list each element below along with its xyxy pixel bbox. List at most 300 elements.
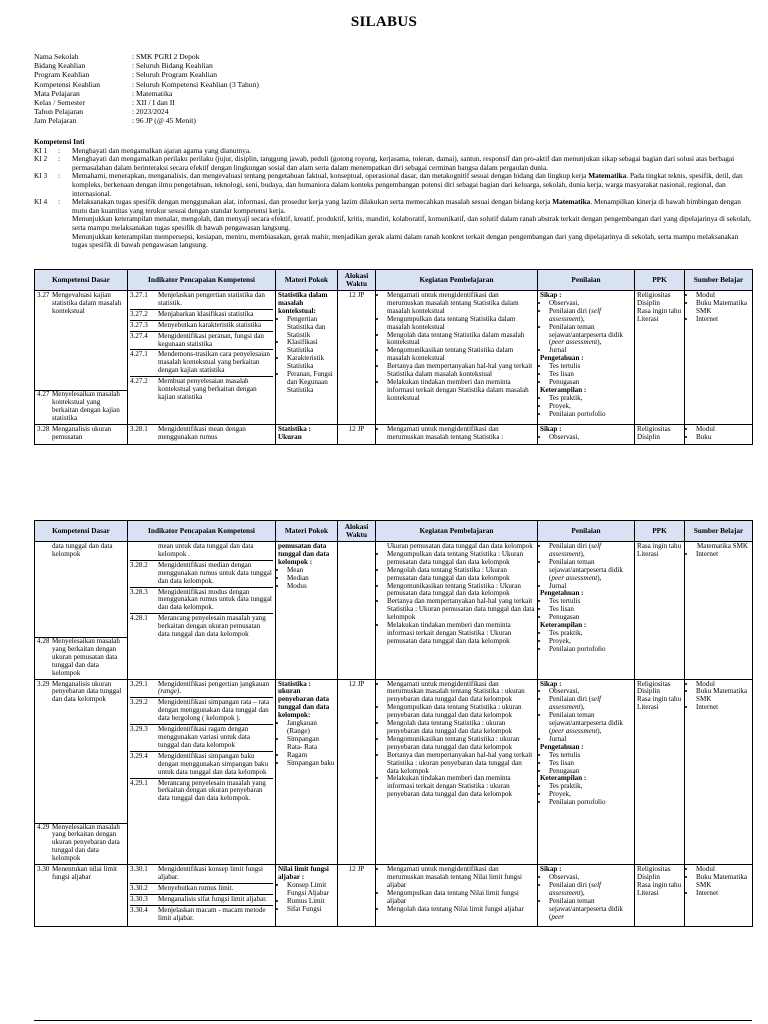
identity-value: : 96 JP (@ 45 Menit) bbox=[132, 116, 196, 126]
ki-number: KI 2 bbox=[34, 154, 48, 164]
ikk-text: Merancang penyelesain masalah yang berkaitan dengan ukuran penyebaran data tunggal dan data kelompok. bbox=[158, 778, 266, 803]
sumber-list bbox=[687, 292, 750, 324]
penilaian-item: • Proyek, bbox=[549, 638, 632, 646]
ikk-number: 3.28.1 bbox=[130, 424, 148, 433]
penilaian-item: • Penilaian portofolio bbox=[549, 411, 632, 419]
kd-text: data tunggal dan data kelompok bbox=[52, 542, 113, 558]
ppk-item: Religiositas bbox=[637, 865, 671, 874]
identity-label: Program Keahlian bbox=[34, 70, 90, 80]
kd-cell bbox=[35, 679, 128, 865]
penilaian-heading: Keterampilan : bbox=[540, 385, 587, 394]
table-row bbox=[35, 865, 753, 926]
penilaian-heading: Pengetahuan : bbox=[540, 589, 584, 598]
ppk-item: Rasa ingin tahu bbox=[637, 880, 682, 889]
kegiatan-item: • Melakukan tindakan memberi dan meminta informasi terkait dengan Statistika : ukuran penyebaran data tunggal dan data kelompok bbox=[387, 775, 535, 799]
kegiatan-item: • Mengomunikasikan tentang Statistika : Ukuran pemusatan data tunggal dan data kelompok bbox=[387, 583, 535, 599]
ikk-row bbox=[130, 543, 273, 561]
materi-item: • Median bbox=[287, 575, 335, 583]
ki-item bbox=[34, 172, 752, 198]
ki-text: Menunjukkan keterampilan menalar, mengolah, dan menyaji secara efektif, kreatif, produktif, kritis, mandiri, kolaboratif, komunikatif, dan solutif dalam ranah abstrak terkait dengan pengembangan dari yang dipelajarinya di sekolah, serta mampu melaksanakan tugas spesifik di bawah pengawasan langsung. bbox=[72, 214, 751, 232]
kegiatan-list bbox=[378, 681, 535, 800]
identity-label: Mata Pelajaran bbox=[34, 88, 80, 98]
table-row bbox=[35, 542, 753, 680]
ikk-text: Mengidentifikasi modus dengan menggunakan rumus untuk data tunggal dan data kelompok. bbox=[158, 587, 272, 612]
penilaian-item: • Tes tertulis bbox=[549, 598, 632, 606]
kd-text: Menyelesaikan masalah yang berkaitan dengan ukuran penyebaran data tunggal dan data kelompok bbox=[52, 822, 120, 863]
ikk-row bbox=[130, 780, 273, 805]
ikk-row bbox=[130, 866, 273, 884]
ki-text: Melaksanakan tugas spesifik dengan menggunakan alat, informasi, dan prosedur kerja yang lazim dilakukan serta memecahkan masalah sesuai dengan bidang kerja Matematika. Menampilkan kinerja di bawah bimbingan dengan mutu dan kuantitas yang terukur sesuai dengan standar kompetensi kerja. bbox=[72, 197, 741, 215]
kegiatan-cell bbox=[376, 291, 538, 425]
penilaian-item: • Penilaian teman sejawat/antarpeserta didik (peer assessment), bbox=[549, 712, 632, 736]
penilaian-item: • Penilaian teman sejawat/antarpeserta didik (peer assessment), bbox=[549, 324, 632, 348]
ikk-text: Mengidentifikasi pengertian jangkauan (range). bbox=[158, 679, 270, 696]
ki-text: Memahami, menerapkan, menganalisis, dan mengevaluasi tentang pengetahuan faktual, konseptual, operasional dasar, dan metakognitif sesuai dengan bidang dan lingkup kerja Matematika. Pada tingkat teknis, spesifik, detil, dan kompleks, berkenaan dengan ilmu pengetahuan, teknologi, seni, budaya, dan humaniora dalam konteks pengembangan potensi diri sebagai bagian dari keluarga, sekolah, dunia kerja, warga masyarakat nasional, regional, dan internasional. bbox=[72, 171, 743, 198]
column-header: Kompetensi Dasar bbox=[35, 270, 128, 291]
materi-item: • Jangkauan (Range) bbox=[287, 720, 335, 736]
ikk-number: 3.27.2 bbox=[130, 309, 148, 318]
identity-row bbox=[34, 107, 259, 116]
alokasi-cell: 12 JP bbox=[338, 679, 376, 865]
ikk-row bbox=[130, 378, 273, 403]
school-identity bbox=[34, 52, 259, 126]
ikk-row bbox=[130, 699, 273, 725]
penilaian-item: • Penugasan bbox=[549, 614, 632, 622]
column-header: Sumber Belajar bbox=[685, 270, 753, 291]
ikk-cell bbox=[128, 291, 276, 425]
identity-value: : Matematika bbox=[132, 88, 173, 98]
ikk-number: 3.29.1 bbox=[130, 679, 148, 688]
materi-list bbox=[278, 316, 335, 395]
ikk-number: 3.29.3 bbox=[130, 725, 148, 734]
materi-item: • Mean bbox=[287, 567, 335, 575]
ppk-cell bbox=[635, 679, 685, 865]
kd-cell bbox=[35, 865, 128, 926]
materi-title: pemusatan data tunggal dan data kelompok : bbox=[278, 542, 330, 566]
ki-text: Menghayati dan mengamalkan perilaku perilaku (jujur, disiplin, tanggung jawab, peduli (gotong royong, kerjasama, toleran, damai), santun, responsif dan pro-aktif dan menunjukan sikap sebagai bagian dari solusi atas berbagai permasalahan dalam berinteraksi secara efektif dengan lingkungan sosial dan alam serta dalam menempatkan diri sebagai cerminan bangsa dalam pergaulan dunia. bbox=[72, 154, 735, 172]
ikk-text: Mengidentifikasi ragam dengan menggunakan variasi untuk data tunggal dan data kelompok bbox=[158, 725, 250, 749]
identity-row bbox=[34, 52, 259, 61]
ki-colon: : bbox=[58, 197, 61, 207]
table-header-row bbox=[35, 521, 753, 542]
column-header: Indikator Pencapaian Kompetensi bbox=[128, 521, 276, 542]
kd-number: 3.30 bbox=[37, 865, 50, 874]
ikk-cell bbox=[128, 679, 276, 865]
ikk-number: 3.27.1 bbox=[130, 291, 148, 299]
penilaian-item: • Proyek, bbox=[549, 403, 632, 411]
ppk-item: Religiositas bbox=[637, 679, 671, 688]
kegiatan-item: • Mengomunikasikan tentang Statistika dalam masalah kontekstual bbox=[387, 347, 535, 363]
materi-item: • Modus bbox=[287, 583, 335, 591]
identity-value: : XII / I dan II bbox=[132, 98, 175, 108]
materi-list bbox=[278, 882, 335, 914]
column-header: Penilaian bbox=[538, 521, 635, 542]
penilaian-item: • Penilaian portofolio bbox=[549, 646, 632, 654]
penilaian-item: • Penugasan bbox=[549, 379, 632, 387]
ki-colon: : bbox=[58, 154, 61, 164]
column-header: Indikator Pencapaian Kompetensi bbox=[128, 270, 276, 291]
ikk-text: Menganalisis sifat fungsi limit aljabar. bbox=[158, 894, 267, 903]
kd-text: Menentukan nilai limit fungsi aljabar bbox=[52, 865, 118, 881]
ikk-number: 3.30.1 bbox=[130, 865, 148, 874]
ikk-row bbox=[130, 292, 273, 310]
sumber-item: • Internet bbox=[696, 890, 750, 898]
ikk-row bbox=[130, 753, 273, 779]
sumber-item: • Modul bbox=[696, 426, 750, 434]
penilaian-item: • Penilaian diri (self assessment), bbox=[549, 543, 632, 559]
kegiatan-item: • Mengamati untuk mengidentifikasi dan merumuskan masalah tentang Nilai limit fungsi aljabar bbox=[387, 866, 535, 890]
penilaian-heading: Keterampilan : bbox=[540, 621, 587, 630]
penilaian-item: • Penilaian diri (self assessment), bbox=[549, 696, 632, 712]
materi-item: • Simpangan baku bbox=[287, 760, 335, 768]
penilaian-item: • Tes praktik, bbox=[549, 630, 632, 638]
column-header: Alokasi Waktu bbox=[338, 521, 376, 542]
materi-title: Statistika : Ukuran bbox=[276, 424, 338, 445]
materi-item: • Karakteristik Statistika bbox=[287, 355, 335, 371]
materi-item: • Peranan, Fungsi dan Kegunaan Statistika bbox=[287, 371, 335, 395]
ikk-number: 3.28.2 bbox=[130, 560, 148, 569]
sumber-list bbox=[687, 681, 750, 713]
sumber-cell bbox=[685, 542, 753, 680]
ikk-text: Mengidentifikasi konsep limit fungsi aljabar. bbox=[158, 865, 264, 881]
column-header: Kegiatan Pembelajaran bbox=[376, 521, 538, 542]
column-header: Materi Pokok bbox=[276, 521, 338, 542]
ikk-row bbox=[130, 333, 273, 351]
identity-value: : SMK PGRI 2 Depok bbox=[132, 52, 200, 61]
ikk-number: 3.29.4 bbox=[130, 751, 148, 760]
ikk-row bbox=[130, 562, 273, 588]
ikk-number: 3.30.4 bbox=[130, 905, 148, 914]
identity-row bbox=[34, 89, 259, 98]
kd-number: 4.29 bbox=[37, 822, 50, 831]
penilaian-list bbox=[540, 688, 632, 743]
identity-label: Bidang Keahlian bbox=[34, 61, 86, 71]
sumber-item: • Modul bbox=[696, 681, 750, 689]
ikk-row bbox=[130, 589, 273, 615]
penilaian-item: • Penilaian diri (self assessment), bbox=[549, 308, 632, 324]
ikk-text: Membuat penyelesaian masalah kontekstual yang berkaitan dengan kajian statistika bbox=[158, 377, 257, 401]
sumber-cell bbox=[685, 291, 753, 425]
table-row bbox=[35, 679, 753, 865]
ikk-cell bbox=[128, 865, 276, 926]
penilaian-item: • Tes tertulis bbox=[549, 752, 632, 760]
identity-row bbox=[34, 70, 259, 79]
ikk-text: Menjelaskan pengertian statistika dan statistik. bbox=[158, 291, 265, 307]
kegiatan-item: • Bertanya dan mempertanyakan hal-hal yang terkait Statistika : ukuran penyebaran data tunggal dan data kelompok bbox=[387, 752, 535, 776]
ikk-row bbox=[130, 885, 273, 895]
identity-value: : Seluruh Kompetensi Keahlian (3 Tahun) bbox=[132, 79, 259, 89]
penilaian-item: • Observasi, bbox=[549, 300, 632, 308]
kegiatan-item: • Mengolah data tentang Statistika : Ukuran pemusatan data tunggal dan data kelompok bbox=[387, 567, 535, 583]
penilaian-heading: Pengetahuan : bbox=[540, 742, 584, 751]
ppk-item: Disiplin bbox=[637, 687, 660, 696]
identity-label: Tahun Pelajaran bbox=[34, 107, 84, 117]
sumber-list bbox=[687, 866, 750, 898]
penilaian-list bbox=[540, 395, 632, 419]
materi-cell bbox=[276, 291, 338, 425]
ppk-item: Religiositas bbox=[637, 424, 671, 433]
kegiatan-item: • Mengumpulkan data tentang Statistika dalam masalah kontekstual bbox=[387, 316, 535, 332]
ikk-cell bbox=[128, 542, 276, 680]
ppk-item: Rasa ingin tahu bbox=[637, 542, 682, 550]
kd-cell bbox=[35, 542, 128, 680]
ki-heading: Kompetensi Inti bbox=[34, 137, 85, 146]
ikk-text: Mengidentifikasi simpangan baku dengan menggunakan simpangan baku untuk data tunggal dan data kelompok bbox=[158, 751, 269, 776]
penilaian-item: • Jurnal bbox=[549, 736, 632, 744]
kegiatan-item: • Mengumpulkan data tentang Statistika : ukuran penyebaran data tunggal dan data kelompok bbox=[387, 704, 535, 720]
penilaian-list bbox=[540, 300, 632, 355]
ikk-text: Merancang penyelesain masalah yang berkaitan dengan ukuran pemusatan data tunggal dan data kelompok bbox=[158, 614, 266, 639]
alokasi-cell: 12 JP bbox=[338, 291, 376, 425]
penilaian-list bbox=[540, 752, 632, 776]
penilaian-list bbox=[540, 363, 632, 387]
materi-cell bbox=[276, 542, 338, 680]
ikk-text: Mengidentifikasi peranan, fungsi dan kegunaan statistika bbox=[158, 331, 264, 348]
document-title: SILABUS bbox=[350, 14, 418, 30]
penilaian-heading: Sikap : bbox=[540, 679, 562, 688]
penilaian-item: • Tes lisan bbox=[549, 606, 632, 614]
sumber-item: • Buku Matematika SMK bbox=[696, 300, 750, 316]
ki-item bbox=[34, 155, 752, 172]
kegiatan-item: • Mengamati untuk mengidentifikasi dan merumuskan masalah tentang Statistika : bbox=[387, 426, 535, 442]
penilaian-item: • Jurnal bbox=[549, 583, 632, 591]
kd-number: 4.28 bbox=[37, 637, 50, 645]
materi-list bbox=[278, 720, 335, 767]
ikk-row bbox=[130, 681, 273, 699]
ki-number: KI 4 bbox=[34, 197, 48, 207]
ikk-number: 3.27.3 bbox=[130, 320, 148, 329]
kegiatan-item: • Bertanya dan mempertanyakan hal-hal yang terkait Statistika dalam masalah kontekstual bbox=[387, 363, 535, 379]
ki-item bbox=[34, 198, 752, 215]
identity-value: : Seluruh Bidang Keahlian bbox=[132, 61, 213, 71]
materi-title: Statistika : ukuran penyebaran data tunggal dan data kelompok: bbox=[278, 679, 330, 720]
kegiatan-cell bbox=[376, 542, 538, 680]
ikk-row bbox=[130, 351, 273, 377]
penilaian-item: • Penilaian teman sejawat/antarpeserta didik (peer assessment), bbox=[549, 559, 632, 583]
materi-item: • Pengertian Statistika dan Statistik bbox=[287, 316, 335, 340]
penilaian-cell bbox=[538, 542, 635, 680]
ikk-number: 3.28.3 bbox=[130, 587, 148, 596]
materi-item: • Ragam bbox=[287, 752, 335, 760]
ppk-item: Literasi bbox=[637, 703, 659, 712]
kegiatan-cell bbox=[376, 679, 538, 865]
ki-text: Menunjukkan keterampilan mempersepsi, kesiapan, meniru, membiasakan, gerak mahir, menjadikan gerak alami dalam ranah konkret terkait dengan pengembangan dari yang dipelajarinya di sekolah, serta mampu melaksanakan tugas spesifik di bawah pengawasan langsung. bbox=[72, 231, 739, 250]
kegiatan-list bbox=[378, 543, 535, 646]
column-header: Sumber Belajar bbox=[685, 521, 753, 542]
kegiatan-item: • Mengumpulkan data tentang Nilai limit fungsi aljabar bbox=[387, 890, 535, 906]
ikk-row bbox=[130, 726, 273, 752]
ikk-number: 4.27.1 bbox=[130, 350, 148, 359]
sumber-item: • Internet bbox=[696, 551, 750, 559]
penilaian-list bbox=[540, 543, 632, 590]
kd-number: 3.28 bbox=[37, 424, 50, 433]
materi-list bbox=[278, 567, 335, 591]
alokasi-cell bbox=[338, 542, 376, 680]
kd-text: Menyelesaikan masalah kontekstual yang berkaitan dengan kajian statistika bbox=[52, 390, 120, 422]
kegiatan-item: • Mengumpulkan data tentang Statistika : Ukuran pemusatan data tunggal dan data kelompok bbox=[387, 551, 535, 567]
ikk-text: Mengidentifikasi simpangan rata – rata dengan menggunakan data tunggal dan data bergolong ( kelompok ). bbox=[158, 698, 270, 723]
ikk-number: 4.28.1 bbox=[130, 614, 148, 623]
penilaian-cell bbox=[538, 679, 635, 865]
identity-value: : 2023/2024 bbox=[132, 107, 169, 117]
kd-text: Menyelesaikan masalah yang berkaitan dengan ukuran pemusatan data tunggal dan data kelompok bbox=[52, 637, 120, 677]
ikk-text: Mendemons-trasikan cara penyelesaian masalah kontekstual yang berkaitan dengan kajian statistika bbox=[158, 350, 270, 375]
ikk-text: Menyebutkan karakteristik statistika bbox=[158, 320, 262, 329]
ki-text: Menghayati dan mengamalkan ajaran agama yang dianutnya. bbox=[72, 145, 251, 155]
syllabus-table-2 bbox=[34, 520, 753, 927]
penilaian-cell bbox=[538, 865, 635, 926]
penilaian-heading: Pengetahuan : bbox=[540, 354, 584, 363]
kegiatan-cell bbox=[376, 865, 538, 926]
kd-text: Mengevaluasi kajian statistika dalam masalah kontekstual bbox=[52, 291, 122, 315]
kegiatan-item: • Mengolah data tentang Nilai limit fungsi aljabar bbox=[387, 906, 535, 914]
ikk-text: Menjelaskan macam - macam metode limit aljabar. bbox=[158, 905, 266, 922]
table-header-row bbox=[35, 270, 753, 291]
penilaian-list bbox=[540, 783, 632, 807]
column-header: Penilaian bbox=[538, 270, 635, 291]
ki-number: KI 3 bbox=[34, 171, 48, 181]
identity-value: : Seluruh Program Keahlian bbox=[132, 70, 217, 80]
sumber-list bbox=[687, 551, 750, 559]
ikk-text: Menyebutkan rumus limit. bbox=[158, 883, 234, 892]
sumber-cell bbox=[685, 679, 753, 865]
kd-number: 3.29 bbox=[37, 679, 50, 688]
penilaian-item: • Tes praktik, bbox=[549, 395, 632, 403]
ppk-item: Disiplin bbox=[637, 432, 660, 441]
kegiatan-item: Ukuran pemusatan data tunggal dan data kelompok bbox=[387, 542, 533, 550]
ikk-number: 3.29.2 bbox=[130, 698, 148, 707]
penilaian-list bbox=[540, 874, 632, 921]
ikk-row bbox=[130, 322, 273, 332]
penilaian-item: • Penilaian diri (self assessment), bbox=[549, 882, 632, 898]
kd-text: Menganalisis ukuran pemusatan bbox=[52, 424, 112, 441]
ki-number: KI 1 bbox=[34, 145, 48, 155]
materi-item: • Rumus Limit bbox=[287, 898, 335, 906]
sumber-item: • Modul bbox=[696, 866, 750, 874]
identity-label: Kompetensi Keahlian bbox=[34, 79, 101, 89]
penilaian-item: • Observasi, bbox=[549, 688, 632, 696]
ikk-text: Mengidentifikasi median dengan menggunakan rumus untuk data tunggal dan data kelompok. bbox=[158, 560, 272, 585]
ppk-item: Religiositas bbox=[637, 291, 671, 299]
penilaian-item: • Tes lisan bbox=[549, 760, 632, 768]
penilaian-item: • Observasi, bbox=[549, 434, 632, 442]
kd-number: 3.27 bbox=[37, 291, 50, 299]
ikk-text: Menjabarkan klasifikasi statistika bbox=[158, 309, 254, 318]
ppk-cell bbox=[635, 291, 685, 425]
penilaian-item: • Jurnal bbox=[549, 347, 632, 355]
footer-rule bbox=[34, 1020, 752, 1021]
kegiatan-item: • Bertanya dan mempertanyakan hal-hal yang terkait Statistika : Ukuran pemusatan data tunggal dan data kelompok bbox=[387, 598, 535, 622]
identity-label: Jam Pelajaran bbox=[34, 116, 77, 126]
materi-item: • Konsep Limit Fungsi Aljabar bbox=[287, 882, 335, 898]
penilaian-list bbox=[540, 598, 632, 622]
kd-number: 4.27 bbox=[37, 390, 50, 398]
ikk-row bbox=[130, 311, 273, 321]
sumber-item: • Buku Matematika SMK bbox=[696, 874, 750, 890]
column-header: Kegiatan Pembelajaran bbox=[376, 270, 538, 291]
ikk-number: 4.29.1 bbox=[130, 778, 148, 787]
kegiatan-item: • Mengolah data tentang Statistika dalam masalah kontekstual bbox=[387, 332, 535, 348]
ikk-text: mean untuk data tunggal dan data kelompok . bbox=[158, 542, 254, 558]
penilaian-cell bbox=[538, 291, 635, 425]
penilaian-item: • Tes tertulis bbox=[549, 363, 632, 371]
ikk-number bbox=[130, 543, 158, 559]
ikk-number: 4.27.2 bbox=[130, 377, 148, 386]
ppk-item: Rasa ingin tahu bbox=[637, 695, 682, 704]
sumber-item: Matematika SMK bbox=[697, 542, 749, 550]
penilaian-heading: Sikap : bbox=[540, 865, 562, 874]
penilaian-heading: Sikap : bbox=[540, 424, 562, 433]
penilaian-item: • Observasi, bbox=[549, 874, 632, 882]
column-header: PPK bbox=[635, 521, 685, 542]
sumber-item: • Internet bbox=[696, 316, 750, 324]
ppk-item: Literasi bbox=[637, 549, 659, 558]
kegiatan-item: • Melakukan tindakan memberi dan meminta informasi terkait dengan Statistika : Ukuran pemusatan data tunggal dan data kelompok bbox=[387, 622, 535, 646]
kegiatan-list bbox=[378, 292, 535, 403]
kegiatan-item: • Mengamati untuk mengidentifikasi dan merumuskan masalah tentang Statistika dalam masalah kontekstual bbox=[387, 292, 535, 316]
sumber-item: • Buku Matematika SMK bbox=[696, 688, 750, 704]
ppk-cell bbox=[635, 542, 685, 680]
materi-item: • Klasifikasi Statistika bbox=[287, 339, 335, 355]
identity-label: Kelas / Semester bbox=[34, 98, 86, 108]
penilaian-list bbox=[540, 630, 632, 654]
kd-cell bbox=[35, 291, 128, 425]
kegiatan-list bbox=[378, 866, 535, 913]
penilaian-heading: Sikap : bbox=[540, 291, 562, 299]
ikk-row bbox=[130, 615, 273, 640]
penilaian-item: • Penilaian teman sejawat/antarpeserta didik (peer bbox=[549, 898, 632, 922]
materi-item: • Sifat Fungsi bbox=[287, 906, 335, 914]
ppk-item: Disiplin bbox=[637, 298, 660, 307]
penilaian-item: • Tes praktik, bbox=[549, 783, 632, 791]
table-row bbox=[35, 424, 753, 445]
ikk-text: Mengidentifikasi mean dengan menggunakan rumus bbox=[158, 424, 246, 441]
ikk-row bbox=[130, 907, 273, 924]
penilaian-item: • Penugasan bbox=[549, 768, 632, 776]
syllabus-table-1 bbox=[34, 269, 753, 445]
materi-item: • Simpangan Rata- Rata bbox=[287, 736, 335, 752]
identity-row bbox=[34, 61, 259, 70]
ikk-row bbox=[130, 896, 273, 906]
penilaian-heading: Keterampilan : bbox=[540, 774, 587, 783]
ppk-item: Disiplin bbox=[637, 872, 660, 881]
ppk-item: Literasi bbox=[637, 314, 659, 323]
kegiatan-item: • Mengamati untuk mengidentifikasi dan merumuskan masalah tentang Statistika : ukuran penyebaran data tunggal dan data kelompok bbox=[387, 681, 535, 705]
column-header: Alokasi Waktu bbox=[338, 270, 376, 291]
table-row bbox=[35, 291, 753, 425]
materi-cell bbox=[276, 679, 338, 865]
sumber-item: • Internet bbox=[696, 704, 750, 712]
ppk-item: Rasa ingin tahu bbox=[637, 306, 682, 315]
kegiatan-item: • Mengomunikasikan tentang Statistika : ukuran penyebaran data tunggal dan data kelompok bbox=[387, 736, 535, 752]
alokasi-cell: 12 JP bbox=[338, 424, 376, 445]
ikk-number: 3.27.4 bbox=[130, 331, 148, 340]
ikk-number: 3.30.3 bbox=[130, 894, 148, 903]
penilaian-item: • Penilaian portofolio bbox=[549, 799, 632, 807]
column-header: PPK bbox=[635, 270, 685, 291]
identity-label: Nama Sekolah bbox=[34, 52, 79, 61]
materi-title: Nilai limit fungsi aljabar : bbox=[278, 865, 329, 881]
kegiatan-item: • Melakukan tindakan memberi dan meminta informasi terkait dengan Statistika dalam masalah kontekstual bbox=[387, 379, 535, 403]
sumber-cell bbox=[685, 865, 753, 926]
kegiatan-item: • Mengolah data tentang Statistika : ukuran penyebaran data tunggal dan data kelompok bbox=[387, 720, 535, 736]
ikk-number: 3.30.2 bbox=[130, 883, 148, 892]
penilaian-item: • Proyek, bbox=[549, 791, 632, 799]
identity-row bbox=[34, 98, 259, 107]
column-header: Materi Pokok bbox=[276, 270, 338, 291]
penilaian-item: • Tes lisan bbox=[549, 371, 632, 379]
ppk-cell bbox=[635, 865, 685, 926]
